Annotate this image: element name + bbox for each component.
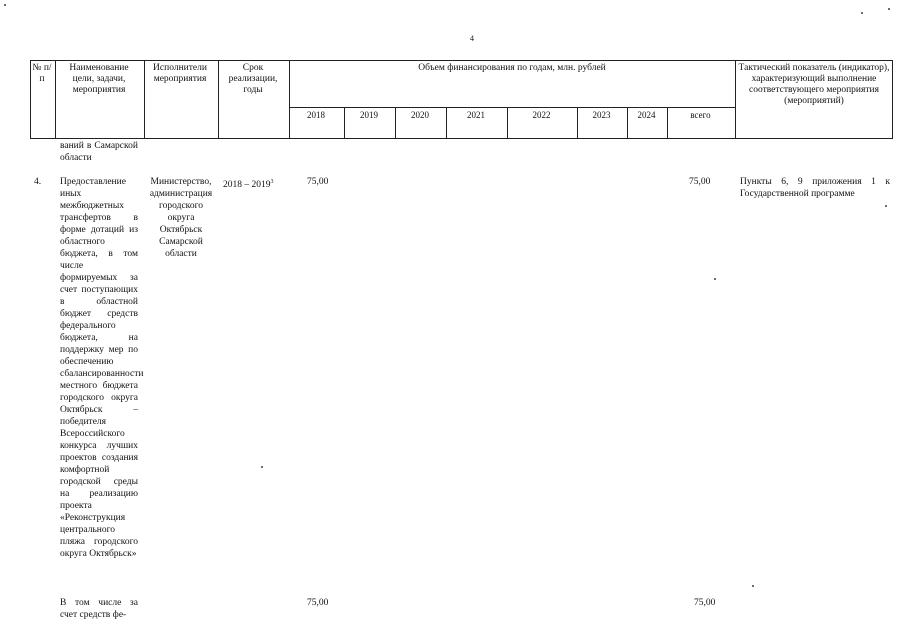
scan-speck (752, 585, 754, 587)
header-indicator: Тактический показатель (индикатор), характеризующий выполнение соответствующего мероприятия (мероприятий) (738, 63, 890, 106)
header-executors: Исполнители мероприятия (153, 63, 207, 84)
year-2023: 2023 (592, 110, 611, 120)
year-2020: 2020 (411, 110, 429, 120)
row-name: Предоставление иных межбюджетных трансфертов в форме дотаций из областного бюджета, в том числе формируемых за счет поступающих в областной бюджет средств федерального бюджета, на поддержку мер по обеспечению сбалансированности местного бюджета городского округа Октябрьск – победителя Всероссийского конкурса лучших проектов создания комфортной городской среды на реализацию проекта «Реконструкция центрального пляжа городского округа Октябрьск» (60, 177, 144, 559)
column-divider (55, 61, 56, 138)
year-2024: 2024 (637, 110, 656, 120)
year-total: всего (690, 110, 711, 120)
year-2021: 2021 (467, 110, 485, 120)
row-total: 75,00 (689, 177, 711, 187)
year-2018: 2018 (307, 110, 325, 120)
scan-speck (4, 4, 6, 6)
row-value-2018: 75,00 (307, 177, 329, 187)
scan-speck (861, 12, 863, 14)
row-term-value: 2018 – 2019 (223, 180, 271, 191)
column-divider (218, 61, 219, 138)
year-2019: 2019 (360, 110, 378, 120)
year-2022: 2022 (532, 110, 551, 120)
carry-over-text: ваний в Самарской области (60, 141, 138, 163)
scan-speck (714, 278, 716, 280)
row-number: 4. (34, 177, 42, 187)
sub-row-value-2018: 75,00 (307, 598, 329, 608)
header-funding: Объем финансирования по годам, млн. рублей (418, 63, 606, 73)
sub-row-name: В том числе за счет средств фе- (60, 598, 138, 620)
header-term: Срок реализации, годы (228, 63, 278, 95)
header-name: Наименование цели, задачи, мероприятия (69, 63, 129, 95)
scan-speck (885, 205, 887, 207)
row-indicator: Пункты 6, 9 приложения 1 к Государственной программе (740, 177, 890, 199)
term-footnote: 3 (270, 179, 274, 185)
sub-row-total: 75,00 (694, 598, 716, 608)
page-number: 4 (470, 34, 474, 43)
scan-speck (261, 466, 263, 468)
years-divider (289, 107, 735, 108)
column-divider (735, 61, 736, 138)
row-executors: Министерство, администрация городского округа Октябрьск Самарской области (149, 177, 213, 259)
row-term (223, 176, 274, 191)
scan-speck (888, 8, 890, 10)
header-num: № п/п (32, 63, 52, 84)
